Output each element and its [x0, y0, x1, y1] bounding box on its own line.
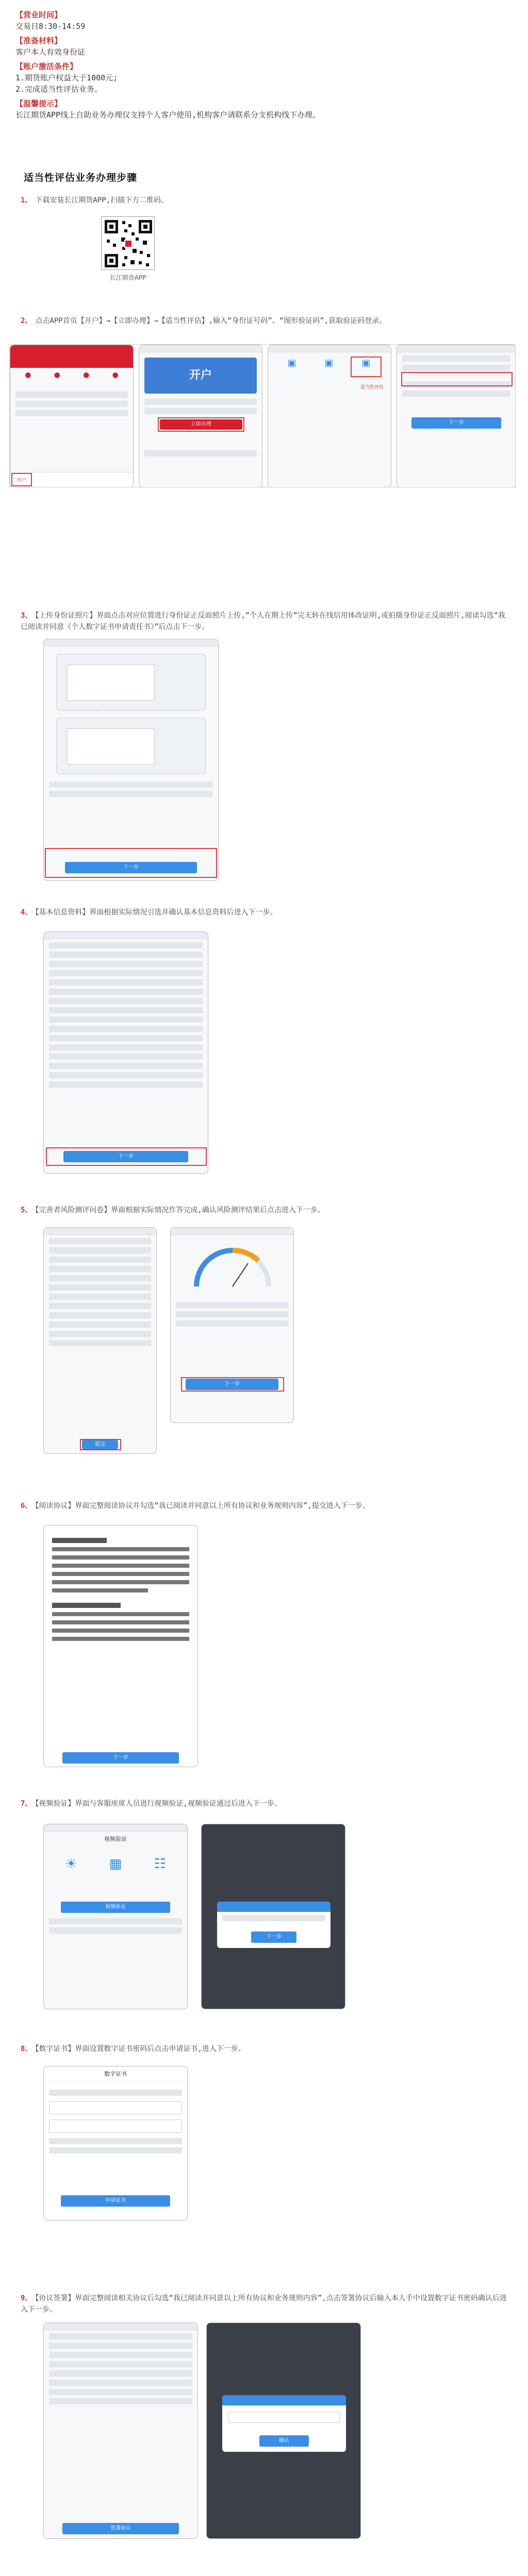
menu-icon[interactable]: ●: [25, 371, 31, 379]
digital-cert-title: 数字证书: [44, 2066, 187, 2081]
step-5: [21, 1205, 510, 1216]
id-back-upload[interactable]: [56, 718, 206, 774]
banner: 开户: [144, 358, 257, 394]
risk-questionnaire-screen: [43, 1227, 157, 1454]
step-8: [21, 2043, 510, 2055]
menu-icon[interactable]: ●: [83, 371, 90, 379]
id-upload-screen: [43, 639, 219, 881]
menu-icon[interactable]: ●: [54, 371, 60, 379]
cert-password-field[interactable]: [49, 2101, 182, 2114]
confirm-dialog: [217, 1902, 331, 1948]
material-label: 【准备材料】: [15, 36, 62, 45]
condition-item: 2.完成适当性评估业务。: [15, 84, 103, 94]
material-value: 客户本人有效身份证: [15, 47, 86, 57]
service-list-screen: [268, 345, 391, 487]
info-block: [0, 0, 528, 121]
service-icon[interactable]: ▣: [324, 358, 334, 368]
sign-agreement-screen: [43, 2323, 198, 2539]
service-icon[interactable]: ▣: [287, 358, 296, 368]
step-text: 下载安装长江期货APP,扫描下方二维码。: [35, 196, 169, 205]
step-text: 【数字证书】界面设置数字证书密码后点击申请证书,进入下一步。: [35, 2045, 245, 2053]
step-text: 【协议签署】界面完整阅读相关协议后勾选“我已阅读并同意以上所有协议和业务规则内容”,点击签署协议后输入本人手中设置数字证书密码确认后进入下一步。: [21, 2294, 507, 2314]
time-value: 交易日8:30-14:59: [15, 22, 86, 31]
menu-icon[interactable]: ●: [112, 371, 119, 379]
id-card-icon: [67, 728, 155, 765]
suitability-icon[interactable]: ▣: [348, 358, 385, 378]
risk-result-screen: [170, 1227, 294, 1423]
qr-caption: 长江期货APP: [109, 274, 146, 281]
step-1: [21, 195, 510, 206]
tip-value: 长江期货APP线上自助业务办理仅支持个人客户使用,机构客户请联系分支机构线下办理。: [15, 110, 321, 120]
cert-password-confirm-field[interactable]: [49, 2120, 182, 2133]
step-text: 【视频验证】界面与客服座席人员进行视频验证,视频验证通过后进入下一步。: [35, 1800, 282, 1808]
submit-button[interactable]: 提交: [82, 1440, 118, 1449]
open-account-screen: [139, 345, 262, 487]
id-front-upload[interactable]: [56, 654, 206, 710]
login-next-button[interactable]: 下一步: [411, 417, 502, 429]
condition-item: 1.期货账户权益大于1000元;: [15, 73, 118, 82]
app-home-screen: [10, 345, 134, 487]
step-text: 点击APP首页【开户】→【立即办理】→【适当性评估】,输入“身份证号码”、“图形验证码”,获取验证码登录。: [35, 317, 387, 325]
apply-now-button[interactable]: 立即办理: [160, 419, 242, 430]
id-input-highlight: [401, 372, 513, 386]
next-button[interactable]: 下一步: [65, 862, 197, 873]
qr-code: [101, 216, 155, 270]
step-number: 3、: [21, 612, 32, 620]
step-number: 9、: [21, 2294, 32, 2302]
step-4: [21, 907, 510, 918]
start-video-button[interactable]: 视频验证: [61, 1902, 170, 1913]
apply-cert-button[interactable]: 申请证书: [61, 2195, 170, 2207]
next-button[interactable]: 下一步: [186, 1379, 279, 1390]
sign-button[interactable]: 签署协议: [62, 2523, 179, 2534]
condition-label: 【账户激活条件】: [15, 62, 78, 71]
sign-password-screen: [206, 2323, 361, 2539]
step-number: 1、: [21, 196, 32, 205]
suitability-label: 适当性评估: [360, 385, 384, 390]
calendar-icon: ▦: [109, 1856, 122, 1872]
basic-info-screen: [43, 931, 208, 1174]
step-text: 【完善者风险测评问卷】界面根据实际情况作答完成,确认风险测评结果后点击进入下一步。: [35, 1206, 325, 1214]
step-7: [21, 1798, 510, 1809]
id-card-icon: [67, 665, 155, 701]
qr-code-icon: [102, 217, 155, 270]
step-number: 4、: [21, 908, 32, 917]
video-verify-screen: [43, 1824, 188, 2009]
time-label: 【营业时间】: [15, 10, 62, 20]
sign-password-field[interactable]: [228, 2412, 340, 2423]
screenshot-step-2: [9, 344, 516, 487]
step-2: [21, 315, 510, 327]
video-call-screen: [201, 1824, 345, 2009]
agreement-screen: [43, 1525, 198, 1767]
video-verify-title: 视频验证: [104, 1836, 127, 1842]
step-number: 5、: [21, 1206, 32, 1214]
step-text: 【上传身份证照片】界面点击对应位置进行身份证正反面照片上传,“个人在期上传”完无转在线信用体改证明,或拍摄身份证正反面照片,阅读勾选“我已阅读并同意《个人数字证书申请责任书》”后点击下一步。: [21, 612, 506, 631]
step-9: [21, 2293, 510, 2315]
step-6: [21, 1500, 510, 1512]
next-button[interactable]: 下一步: [63, 1151, 188, 1162]
step-text: 【基本信息资料】界面根据实际情况引选并确认基本信息资料后进入下一步。: [35, 908, 277, 917]
open-account-tab[interactable]: 开户: [16, 478, 26, 483]
confirm-button[interactable]: 确认: [259, 2435, 309, 2447]
users-icon: ☷: [154, 1856, 166, 1872]
step-3: [21, 610, 510, 633]
step-number: 2、: [21, 317, 32, 325]
video-next-button[interactable]: 下一步: [251, 1931, 296, 1943]
section-title: 适当性评估业务办理步骤: [24, 172, 138, 183]
suitability-highlight: [351, 357, 382, 377]
risk-gauge-icon: [171, 1235, 294, 1297]
login-screen: [397, 345, 516, 487]
tip-label: 【温馨提示】: [15, 99, 62, 108]
step-text: 【阅读协议】界面完整阅读协议并勾选“我已阅读并同意以上所有协议和业务规则内容”,提交进入下一步。: [35, 1502, 370, 1510]
password-dialog: [222, 2395, 346, 2452]
digital-cert-screen: [43, 2066, 188, 2221]
step-number: 6、: [21, 1502, 32, 1510]
step-number: 7、: [21, 1800, 32, 1808]
agree-next-button[interactable]: 下一步: [62, 1752, 179, 1764]
step-number: 8、: [21, 2045, 32, 2053]
sun-icon: ☀: [65, 1856, 77, 1872]
